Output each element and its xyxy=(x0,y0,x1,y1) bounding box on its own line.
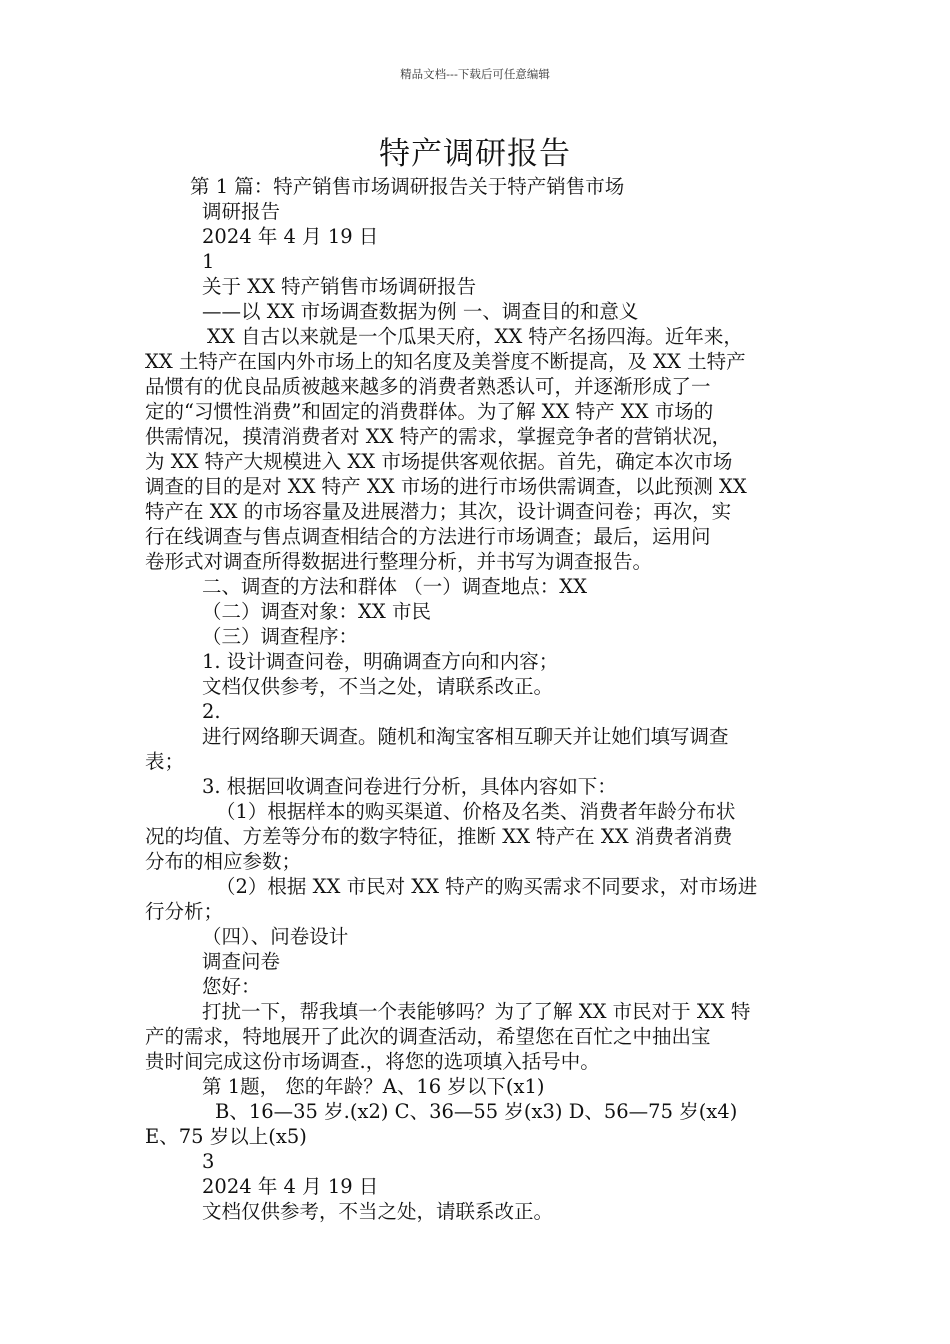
text-line: 打扰一下，帮我填一个表能够吗？为了了解 XX 市民对于 XX 特 xyxy=(202,1000,751,1023)
text-line: 分布的相应参数； xyxy=(145,850,302,873)
text-line: 贵时间完成这份市场调查.，将您的选项填入括号中。 xyxy=(145,1050,600,1073)
text-line: E、75 岁以上(x5) xyxy=(145,1125,307,1148)
text-line: 2024 年 4 月 19 日 xyxy=(202,225,379,248)
text-line: 2024 年 4 月 19 日 xyxy=(202,1175,379,1198)
text-line: （二）调查对象：XX 市民 xyxy=(202,600,431,623)
text-line: 文档仅供参考，不当之处，请联系改正。 xyxy=(202,675,554,698)
text-line: 3 xyxy=(202,1150,215,1173)
text-line: 况的均值、方差等分布的数字特征，推断 XX 特产在 XX 消费者消费 xyxy=(145,825,733,848)
text-line: 调研报告 xyxy=(202,200,281,223)
text-line: XX 自古以来就是一个瓜果天府，XX 特产名扬四海。近年来， xyxy=(207,325,743,348)
text-line: ——以 XX 市场调查数据为例 一、调查目的和意义 xyxy=(202,300,639,323)
text-line: XX 土特产在国内外市场上的知名度及美誉度不断提高，及 XX 土特产 xyxy=(145,350,746,373)
header-note: 精品文档---下载后可任意编辑 xyxy=(400,67,550,81)
text-line: 进行网络聊天调查。随机和淘宝客相互聊天并让她们填写调查 xyxy=(202,725,729,748)
text-line: 2. xyxy=(202,700,221,723)
text-line: 您好： xyxy=(202,975,261,998)
text-line: 关于 XX 特产销售市场调研报告 xyxy=(202,275,477,298)
text-line: （三）调查程序： xyxy=(202,625,359,648)
text-line: B、16—35 岁.(x2) C、36—55 岁(x3) D、56—75 岁(x4) xyxy=(215,1100,738,1123)
text-line: 第 1 篇：特产销售市场调研报告关于特产销售市场 xyxy=(190,175,625,198)
text-line: 定的“习惯性消费”和固定的消费群体。为了解 XX 特产 XX 市场的 xyxy=(145,400,714,423)
text-line: 行分析； xyxy=(145,900,224,923)
text-line: 供需情况，摸清消费者对 XX 特产的需求，掌握竞争者的营销状况， xyxy=(145,425,732,448)
text-line: 文档仅供参考，不当之处，请联系改正。 xyxy=(202,1200,554,1223)
text-line: 卷形式对调查所得数据进行整理分析，并书写为调查报告。 xyxy=(145,550,653,573)
text-line: 调查的目的是对 XX 特产 XX 市场的进行市场供需调查，以此预测 XX xyxy=(145,475,747,498)
text-line: （2）根据 XX 市民对 XX 特产的购买需求不同要求，对市场进 xyxy=(216,875,758,898)
text-line: 行在线调查与售点调查相结合的方法进行市场调查；最后，运用问 xyxy=(145,525,711,548)
text-line: （1）根据样本的购买渠道、价格及名类、消费者年龄分布状 xyxy=(216,800,736,823)
text-line: 1 xyxy=(202,250,215,273)
text-line: 表； xyxy=(145,750,185,773)
text-line: 品惯有的优良品质被越来越多的消费者熟悉认可，并逐渐形成了一 xyxy=(145,375,711,398)
text-line: （四）、问卷设计 xyxy=(202,925,349,948)
text-line: 特产在 XX 的市场容量及进展潜力；其次，设计调查问卷；再次，实 xyxy=(145,500,732,523)
text-line: 产的需求，特地展开了此次的调查活动，希望您在百忙之中抽出宝 xyxy=(145,1025,711,1048)
text-line: 为 XX 特产大规模进入 XX 市场提供客观依据。首先，确定本次市场 xyxy=(145,450,733,473)
text-line: 1. 设计调查问卷，明确调查方向和内容； xyxy=(202,650,559,673)
document-title: 特产调研报告 xyxy=(379,136,571,172)
text-line: 二、调查的方法和群体 （一）调查地点：XX xyxy=(202,575,587,598)
text-line: 调查问卷 xyxy=(202,950,281,973)
text-line: 第 1题， 您的年龄？A、16 岁以下(x1) xyxy=(202,1075,545,1098)
text-line: 3. 根据回收调查问卷进行分析，具体内容如下： xyxy=(202,775,617,798)
